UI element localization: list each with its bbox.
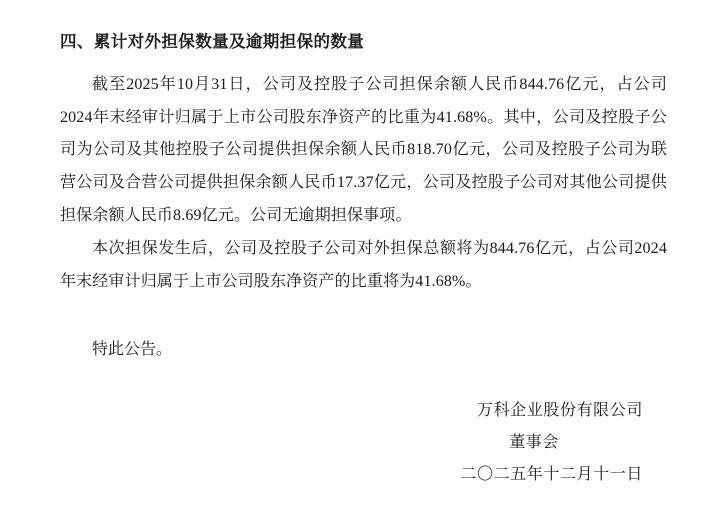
signature-company: 万科企业股份有限公司 (476, 402, 643, 420)
notice-text: 特此公告。 (92, 341, 173, 359)
signature-date: 二〇二五年十二月十一日 (460, 466, 643, 484)
paragraph-guarantee-balance: 截至2025年10月31日，公司及控股子公司担保余额人民币844.76亿元，占公司 2024年末经审计归属于上市公司股东净资产的比重为41.68%。其中，公司及控股子公司为公司及其他控股子公司提供担保余额人民币818.70亿元，公司及控股子公司为联营公司及合营公司提供担保余额人民币17.37亿元，公司及控股子公司对其他公司提供担保余额人民币8.69亿元。公司无逾期担保事项。 (60, 75, 667, 224)
signature-block (60, 395, 667, 491)
paragraph-spacer (60, 300, 667, 334)
paragraph-post-guarantee-total: 本次担保发生后，公司及控股子公司对外担保总额将为844.76亿元，占公司2024年末经审计归属于上市公司股东净资产的比重将为41.68%。 (60, 239, 667, 290)
section-title: 四、累计对外担保数量及逾期担保的数量 (60, 32, 365, 51)
signature-board: 董事会 (509, 434, 559, 452)
